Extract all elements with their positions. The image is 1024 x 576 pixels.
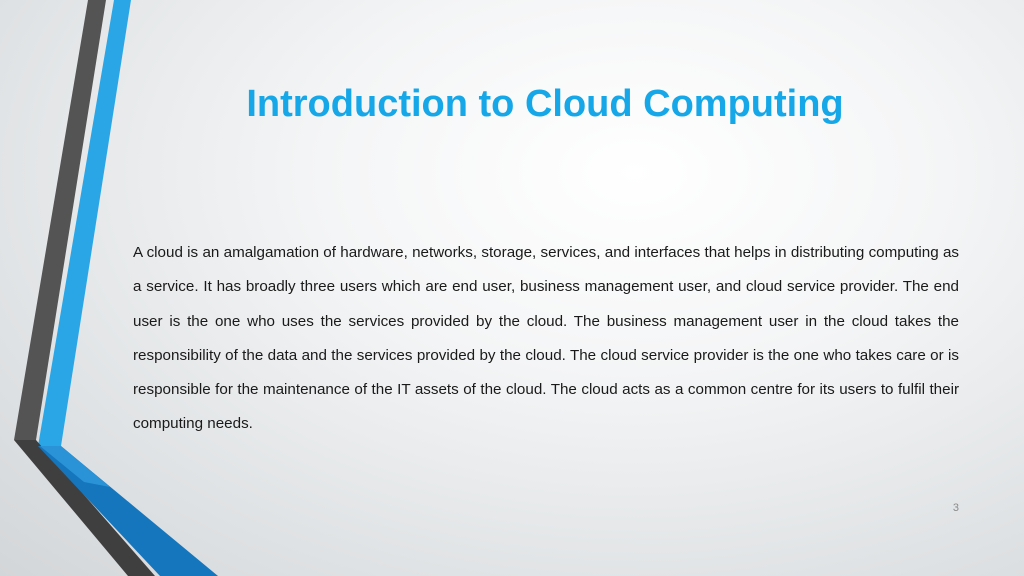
slide-body-text: A cloud is an amalgamation of hardware, networks, storage, services, and interfaces that helps in distributing computing as a service. It has broadly three users which are end user, business management user, and cloud service provider. The end user is the one who uses the services provided by the cloud. The business management user in the cloud takes the responsibility of the data and the services provided by the cloud. The cloud service provider is the one who takes care or is responsible for the maintenance of the IT assets of the cloud. The cloud acts as a common centre for its users to fulfil their computing needs. <box>133 244 959 433</box>
slide-title: Introduction to Cloud Computing <box>246 83 844 125</box>
page-number: 3 <box>952 502 959 514</box>
